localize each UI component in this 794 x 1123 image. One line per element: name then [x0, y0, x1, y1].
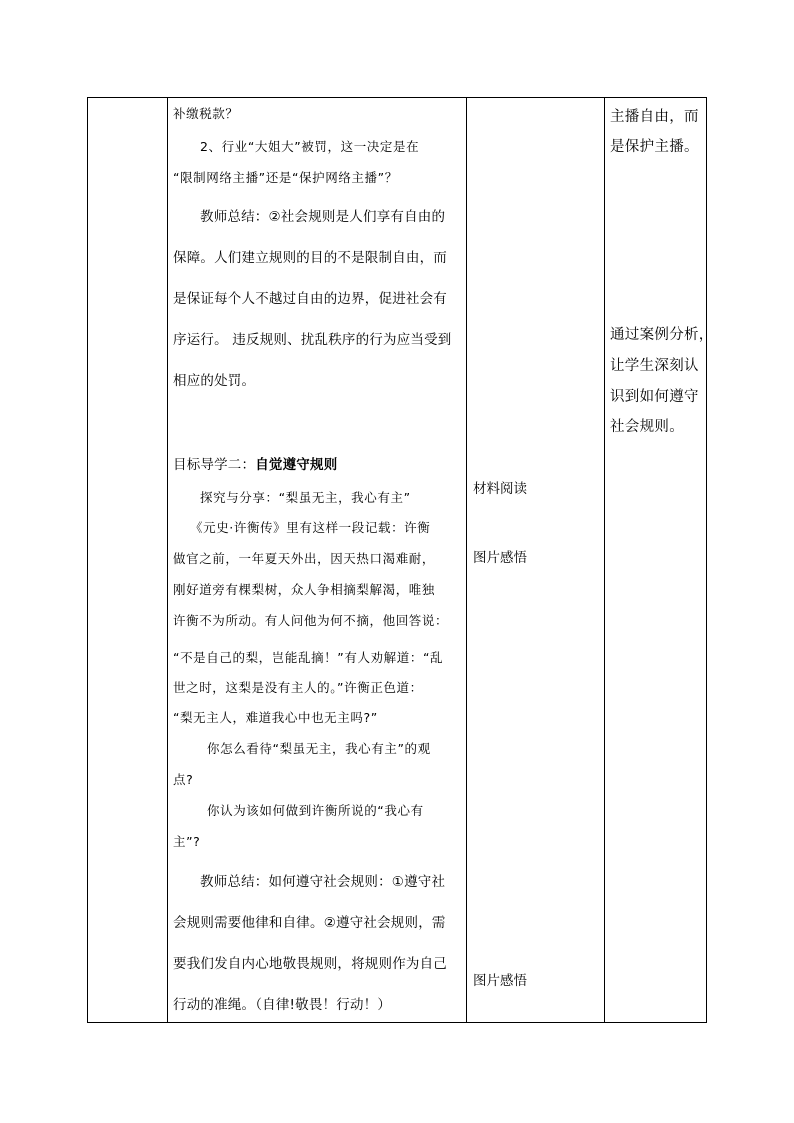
goal-label: 目标导学二： — [173, 457, 256, 473]
question-line: 点? — [173, 772, 194, 787]
question-line: 主”? — [173, 834, 201, 849]
question-line: 你怎么看待“梨虽无主，我心有主”的观 — [207, 741, 431, 756]
content-line: 要我们发自内心地敬畏规则，将规则作为自己 — [173, 956, 447, 972]
picture-insight-label: 图片感悟 — [473, 550, 527, 566]
table-border-left — [87, 97, 88, 1023]
teacher-summary-heading: 教师总结：②社会规则是人们享有自由的 — [200, 209, 446, 225]
table-column-divider — [466, 97, 467, 1023]
content-line: 会规则需要他律和自律。②遵守社会规则，需 — [173, 915, 446, 931]
intent-line: 是保护主播。 — [610, 139, 699, 155]
question-line: 你认为该如何做到许衡所说的“我心有 — [207, 803, 424, 818]
goal-title: 自觉遵守规则 — [255, 457, 338, 473]
intent-line: 让学生深刻认 — [610, 358, 699, 374]
table-column-divider — [167, 97, 168, 1023]
content-line: “不是自己的梨，岂能乱摘！”有人劝解道：“乱 — [173, 650, 444, 665]
content-line: “梨无主人，难道我心中也无主吗?” — [173, 710, 378, 725]
intent-line: 通过案例分析， — [610, 327, 714, 343]
picture-insight-label: 图片感悟 — [473, 973, 527, 989]
content-line: 许衡不为所动。有人问他为何不摘，他回答说： — [173, 613, 449, 628]
content-line: “限制网络主播”还是“保护网络主播”？ — [173, 170, 398, 185]
content-line: 保障。人们建立规则的目的不是限制自由，而 — [173, 250, 447, 266]
content-line: 《元史·许衡传》里有这样一段记载：许衡 — [190, 520, 431, 535]
intent-line: 社会规则。 — [610, 419, 684, 435]
content-line: 序运行。 违反规则、扰乱秩序的行为应当受到 — [173, 332, 452, 348]
intent-line: 识到如何遵守 — [610, 389, 699, 405]
content-line: 补缴税款？ — [173, 106, 239, 121]
content-line: 做官之前，一年夏天外出，因天热口渴难耐， — [173, 551, 436, 566]
teacher-summary-heading: 教师总结：如何遵守社会规则：①遵守社 — [200, 874, 446, 890]
table-border-right — [706, 97, 707, 1023]
explore-share-heading: 探究与分享：“梨虽无主，我心有主” — [200, 490, 411, 505]
content-line: 是保证每个人不越过自由的边界，促进社会有 — [173, 291, 447, 307]
content-line: 行动的准绳。（自律!敬畏！行动！） — [173, 997, 392, 1013]
content-line: 刚好道旁有棵梨树，众人争相摘梨解渴，唯独 — [173, 582, 436, 597]
material-reading-label: 材料阅读 — [473, 481, 527, 497]
content-line: 2、行业“大姐大”被罚，这一决定是在 — [200, 139, 420, 154]
content-line: 相应的处罚。 — [173, 373, 256, 389]
table-border-top — [87, 97, 706, 98]
goal-section-heading — [173, 453, 337, 473]
table-border-bottom — [87, 1022, 706, 1023]
table-column-divider — [604, 97, 605, 1023]
intent-line: 主播自由，而 — [610, 109, 699, 125]
content-line: 世之时，这梨是没有主人的。”许衡正色道： — [173, 680, 423, 695]
